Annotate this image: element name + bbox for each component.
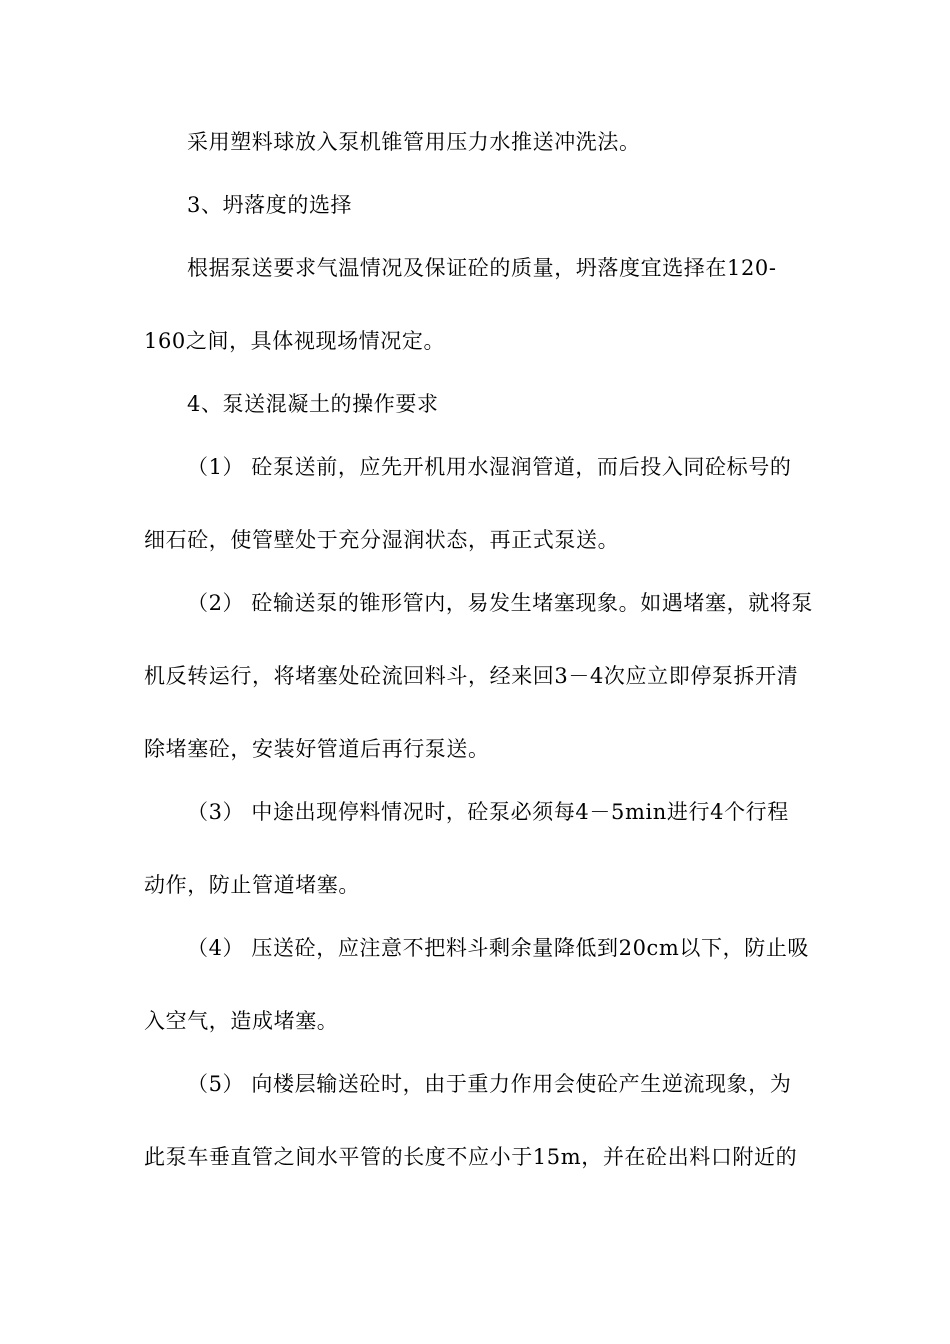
paragraph-line-4: 160之间，具体视现场情况定。 <box>144 329 446 353</box>
list-item-5-line-1: （5） 向楼层输送砼时，由于重力作用会使砼产生逆流现象，为 <box>187 1072 792 1096</box>
list-item-5-line-2: 此泵车垂直管之间水平管的长度不应小于15m，并在砼出料口附近的 <box>144 1145 798 1169</box>
paragraph-line-3: 根据泵送要求气温情况及保证砼的质量，坍落度宜选择在120- <box>187 256 777 280</box>
list-item-4-line-1: （4） 压送砼，应注意不把料斗剩余量降低到20cm以下，防止吸 <box>187 936 810 960</box>
section-heading-4: 4、泵送混凝土的操作要求 <box>187 392 439 416</box>
list-item-1-line-1: （1） 砼泵送前，应先开机用水湿润管道，而后投入同砼标号的 <box>187 455 792 479</box>
list-item-2-line-1: （2） 砼输送泵的锥形管内，易发生堵塞现象。如遇堵塞，就将泵 <box>187 591 814 615</box>
list-item-3-line-1: （3） 中途出现停料情况时，砼泵必须每4－5min进行4个行程 <box>187 800 789 824</box>
list-item-2-line-3: 除堵塞砼，安装好管道后再行泵送。 <box>144 737 490 761</box>
list-item-4-line-2: 入空气，造成堵塞。 <box>144 1009 339 1033</box>
section-heading-3: 3、坍落度的选择 <box>187 193 353 217</box>
paragraph-line-1: 采用塑料球放入泵机锥管用压力水推送冲洗法。 <box>187 130 641 154</box>
list-item-2-line-2: 机反转运行，将堵塞处砼流回料斗，经来回3－4次应立即停泵拆开清 <box>144 664 799 688</box>
list-item-3-line-2: 动作，防止管道堵塞。 <box>144 873 360 897</box>
list-item-1-line-2: 细石砼，使管壁处于充分湿润状态，再正式泵送。 <box>144 528 620 552</box>
